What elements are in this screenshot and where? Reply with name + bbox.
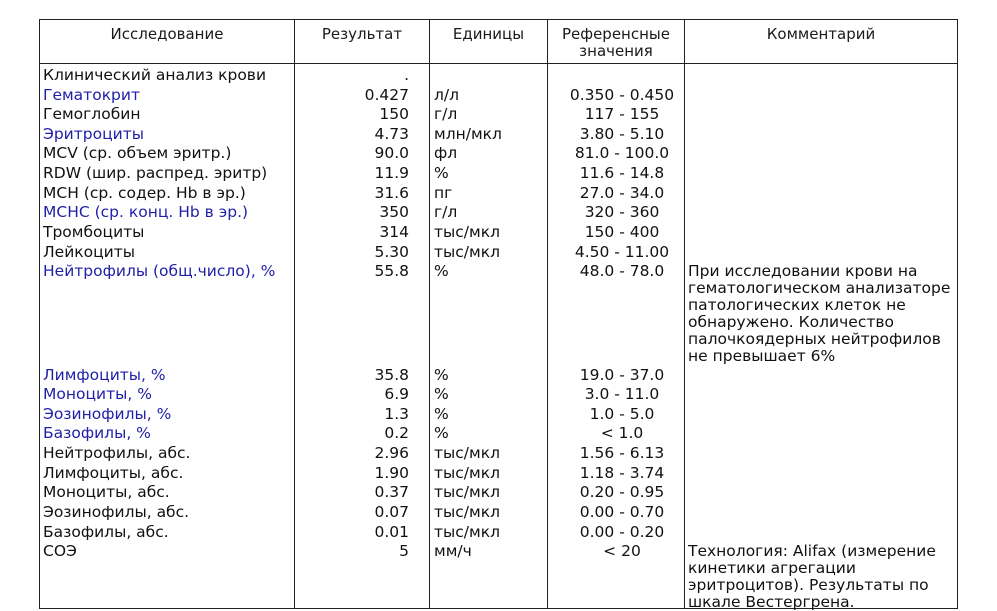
row-name: Лимфоциты, абс. (43, 464, 184, 482)
row-result: . (404, 66, 409, 84)
table-row (0, 482, 997, 502)
row-reference: 48.0 - 78.0 (579, 262, 665, 280)
row-reference: 19.0 - 37.0 (579, 366, 665, 384)
table-row (0, 384, 997, 404)
row-reference: 3.0 - 11.0 (584, 385, 660, 403)
row-reference: 11.6 - 14.8 (579, 164, 665, 182)
table-row (0, 65, 997, 85)
row-reference: 1.56 - 6.13 (579, 444, 665, 462)
table-row (0, 522, 997, 542)
row-result: 6.9 (384, 385, 409, 403)
row-unit: тыс/мкл (434, 464, 500, 482)
table-row (0, 242, 997, 262)
row-reference: < 20 (603, 542, 641, 560)
row-unit: фл (434, 144, 458, 162)
table-row (0, 404, 997, 424)
row-name: Нейтрофилы, абс. (43, 444, 191, 462)
row-reference: 4.50 - 11.00 (574, 243, 670, 261)
row-reference: 27.0 - 34.0 (579, 184, 665, 202)
row-unit: % (434, 385, 449, 403)
row-reference: 0.00 - 0.70 (579, 503, 665, 521)
row-name: СОЭ (43, 542, 77, 560)
row-name: Нейтрофилы (общ.число), % (43, 262, 276, 280)
row-result: 0.37 (374, 483, 409, 501)
row-reference: 1.18 - 3.74 (579, 464, 665, 482)
row-reference: 0.20 - 0.95 (579, 483, 665, 501)
table-row (0, 365, 997, 385)
row-result: 0.01 (374, 523, 409, 541)
row-unit: мм/ч (434, 542, 472, 560)
table-row (0, 124, 997, 144)
row-name: Базофилы, % (43, 424, 151, 442)
header-reference-line1: Референсные (561, 25, 670, 43)
row-name: Базофилы, абс. (43, 523, 169, 541)
row-name: Эозинофилы, абс. (43, 503, 190, 521)
table-row (0, 423, 997, 443)
row-reference: < 1.0 (600, 424, 644, 442)
header-units: Единицы (452, 25, 525, 43)
comment-esr: Технология: Alifax (измерение кинетики агрегации эритроцитов). Результаты по шкале Вестергрена. (688, 542, 936, 611)
row-name: MCV (ср. объем эритр.) (43, 144, 232, 162)
row-unit: % (434, 424, 449, 442)
row-result: 55.8 (374, 262, 409, 280)
row-result: 0.427 (364, 86, 409, 104)
table-row (0, 104, 997, 124)
row-name: Гематокрит (43, 86, 140, 104)
header-reference-line2: значения (579, 42, 653, 60)
row-unit: г/л (434, 105, 458, 123)
header-comment: Комментарий (766, 25, 876, 43)
row-reference: 150 - 400 (584, 223, 660, 241)
row-unit: тыс/мкл (434, 503, 500, 521)
row-unit: тыс/мкл (434, 444, 500, 462)
row-unit: млн/мкл (434, 125, 502, 143)
row-result: 5 (399, 542, 409, 560)
row-result: 5.30 (374, 243, 409, 261)
row-reference: 0.350 - 0.450 (569, 86, 675, 104)
row-unit: тыс/мкл (434, 483, 500, 501)
row-result: 0.07 (374, 503, 409, 521)
row-unit: % (434, 262, 449, 280)
row-unit: % (434, 366, 449, 384)
header-reference (548, 26, 684, 60)
row-unit: г/л (434, 203, 458, 221)
row-result: 31.6 (374, 184, 409, 202)
row-reference: 0.00 - 0.20 (579, 523, 665, 541)
table-row (0, 443, 997, 463)
row-name: Моноциты, % (43, 385, 152, 403)
header-study: Исследование (110, 25, 224, 43)
table-row (0, 463, 997, 483)
row-reference: 117 - 155 (584, 105, 660, 123)
row-name: Гемоглобин (43, 105, 141, 123)
row-unit: л/л (434, 86, 460, 104)
table-row (0, 143, 997, 163)
row-name: MCHC (ср. конц. Hb в эр.) (43, 203, 249, 221)
table-row (0, 202, 997, 222)
row-name: Тромбоциты (43, 223, 145, 241)
row-result: 0.2 (384, 424, 409, 442)
row-result: 35.8 (374, 366, 409, 384)
row-unit: тыс/мкл (434, 223, 500, 241)
row-reference: 81.0 - 100.0 (574, 144, 670, 162)
row-result: 150 (379, 105, 409, 123)
row-unit: % (434, 405, 449, 423)
row-result: 90.0 (374, 144, 409, 162)
row-result: 4.73 (374, 125, 409, 143)
row-name: Моноциты, абс. (43, 483, 170, 501)
row-result: 1.90 (374, 464, 409, 482)
row-reference: 3.80 - 5.10 (579, 125, 665, 143)
row-reference: 1.0 - 5.0 (589, 405, 655, 423)
row-name: RDW (шир. распред. эритр) (43, 164, 268, 182)
row-name: Эритроциты (43, 125, 144, 143)
row-unit: тыс/мкл (434, 523, 500, 541)
row-name: Лимфоциты, % (43, 366, 166, 384)
header-divider (39, 63, 958, 64)
table-row (0, 163, 997, 183)
row-unit: % (434, 164, 449, 182)
row-name: Клинический анализ крови (43, 66, 267, 84)
row-result: 1.3 (384, 405, 409, 423)
table-row (0, 502, 997, 522)
table-row (0, 85, 997, 105)
row-result: 314 (379, 223, 409, 241)
header-result: Результат (321, 25, 403, 43)
row-unit: тыс/мкл (434, 243, 500, 261)
row-name: Лейкоциты (43, 243, 136, 261)
row-name: Эозинофилы, % (43, 405, 172, 423)
row-result: 350 (379, 203, 409, 221)
row-reference: 320 - 360 (584, 203, 660, 221)
table-row (0, 183, 997, 203)
comment-neutrophils: При исследовании крови на гематологическом анализаторе патологических клеток не обнаружено. Количество палочкоядерных нейтрофилов не превышает 6% (688, 262, 951, 365)
row-name: MCH (ср. содер. Hb в эр.) (43, 184, 246, 202)
row-unit: пг (434, 184, 453, 202)
row-result: 11.9 (374, 164, 409, 182)
row-result: 2.96 (374, 444, 409, 462)
table-row (0, 222, 997, 242)
